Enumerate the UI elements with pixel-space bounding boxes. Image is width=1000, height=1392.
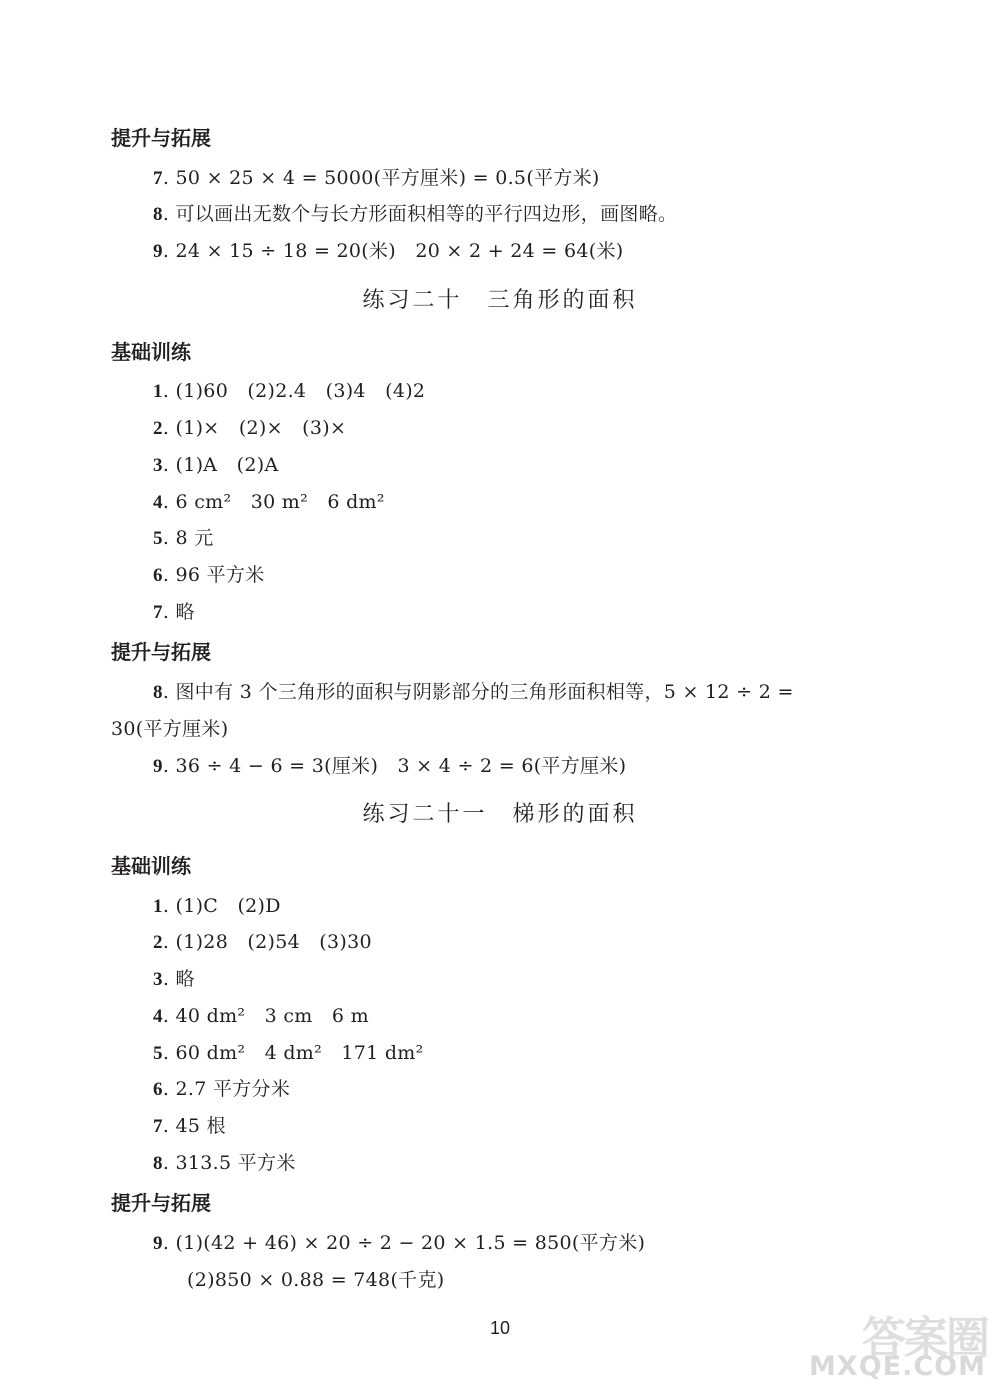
answer-item: 7. 略 [153,601,195,623]
section-heading: 提升与拓展 [111,126,211,150]
answer-item: 9. 24 × 15 ÷ 18 = 20(米) 20 × 2 + 24 = 64(米) [153,240,624,262]
answer-continuation: (2)850 × 0.88 = 748(千克) [187,1269,445,1291]
answer-item: 6. 96 平方米 [153,564,265,586]
answer-item: 2. (1)× (2)× (3)× [153,417,347,439]
answer-item: 2. (1)28 (2)54 (3)30 [153,931,372,953]
answer-item: 4. 6 cm² 30 m² 6 dm² [153,491,385,513]
exercise-title: 练习二十 三角形的面积 [362,288,638,313]
answer-item: 9. 36 ÷ 4 − 6 = 3(厘米) 3 × 4 ÷ 2 = 6(平方厘米) [153,755,627,777]
exercise-title: 练习二十一 梯形的面积 [362,802,638,827]
answer-item: 8. 313.5 平方米 [153,1152,296,1174]
answer-item: 1. (1)60 (2)2.4 (3)4 (4)2 [153,380,426,402]
answer-item: 8. 可以画出无数个与长方形面积相等的平行四边形，画图略。 [153,203,678,225]
answer-item: 8. 图中有 3 个三角形的面积与阴影部分的三角形面积相等，5 × 12 ÷ 2 = [153,681,794,703]
section-heading: 提升与拓展 [111,1191,211,1215]
section-heading: 基础训练 [111,854,191,878]
answer-item: 3. (1)A (2)A [153,454,279,476]
answer-item: 5. 8 元 [153,527,214,549]
answer-item: 1. (1)C (2)D [153,895,281,917]
watermark-logo [809,1300,994,1386]
watermark-cn: 答案圈 [862,1313,988,1364]
section-heading: 提升与拓展 [111,640,211,664]
answer-item: 7. 45 根 [153,1115,226,1137]
watermark-url: MXQE.COM [809,1351,986,1382]
answer-item: 6. 2.7 平方分米 [153,1078,291,1100]
answer-item: 7. 50 × 25 × 4 = 5000(平方厘米) = 0.5(平方米) [153,167,600,189]
answer-item: 9. (1)(42 + 46) × 20 ÷ 2 − 20 × 1.5 = 850(平方米) [153,1232,646,1254]
answer-item: 5. 60 dm² 4 dm² 171 dm² [153,1042,424,1064]
answer-item: 4. 40 dm² 3 cm 6 m [153,1005,369,1027]
page-number: 10 [489,1318,511,1338]
answer-item: 3. 略 [153,968,195,990]
answer-continuation: 30(平方厘米) [111,718,229,740]
section-heading: 基础训练 [111,340,191,364]
